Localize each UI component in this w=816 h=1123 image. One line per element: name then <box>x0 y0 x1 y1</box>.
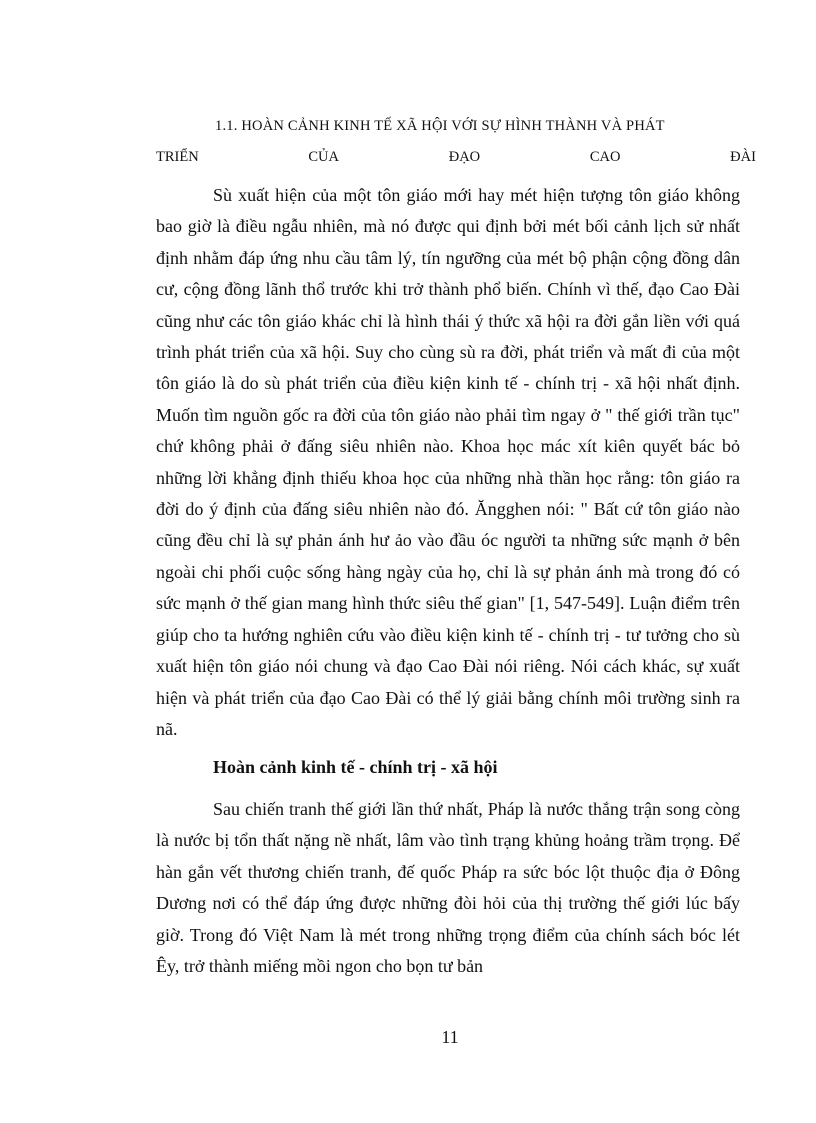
heading-word: ĐẠO <box>448 149 481 165</box>
heading-word: CAO <box>589 149 621 165</box>
heading-word: TRIỂN <box>156 149 199 165</box>
heading-word: ĐÀI <box>730 149 756 165</box>
section-heading-line1: 1.1. HOÀN CẢNH KINH TẾ XÃ HỘI VỚI SỰ HÌNH THÀNH VÀ PHÁT <box>215 118 665 134</box>
page-number-text: 11 <box>441 1027 459 1047</box>
heading-word: CỦA <box>308 149 340 165</box>
page-number <box>0 1027 816 1048</box>
body-paragraph-2: Sau chiến tranh thế giới lần thứ nhất, Pháp là nước thắng trận song còng là nước bị tổn thất nặng nề nhất, lâm vào tình trạng khủng hoảng trầm trọng. Để hàn gắn vết thương chiến tranh, đế quốc Pháp ra sức bóc lột thuộc địa ở Đông Dương nơi có thể đáp ứng được những đòi hỏi của thị trường thế giới lúc bấy giờ. Trong đó Việt Nam là mét trong những trọng điểm của chính sách bóc lét Êy, trở thành miếng mồi ngon cho bọn tư bản <box>156 799 740 977</box>
subheading: Hoàn cảnh kinh tế - chính trị - xã hội <box>213 757 498 777</box>
body-paragraph-1: Sù xuất hiện của một tôn giáo mới hay mét hiện tượng tôn giáo không bao giờ là điều ngẫu nhiên, mà nó được qui định bởi mét bối cảnh lịch sử nhất định nhằm đáp ứng nhu cầu tâm lý, tín ngưỡng của mét bộ phận cộng đồng dân cư, cộng đồng lãnh thổ trước khi trở thành phổ biến. Chính vì thế, đạo Cao Đài cũng như các tôn giáo khác chỉ là hình thái ý thức xã hội ra đời gắn liền với quá trình phát triển của xã hội. Suy cho cùng sù ra đời, phát triển và mất đi của một tôn giáo là do sù phát triển của điều kiện kinh tế - chính trị - xã hội nhất định. Muốn tìm nguồn gốc ra đời của tôn giáo nào phải tìm ngay ở " thế giới trần tục" chứ không phải ở đấng siêu nhiên nào. Khoa học mác xít kiên quyết bác bỏ những lời khẳng định thiếu khoa học của những nhà thần học rằng: tôn giáo ra đời do ý định của đấng siêu nhiên nào đó. Ăngghen nói: " Bất cứ tôn giáo nào cũng đều chỉ là sự phản ánh hư ảo vào đầu óc người ta những sức mạnh ở bên ngoài chi phối cuộc sống hàng ngày của họ, chỉ là sự phản ánh mà trong đó có sức mạnh ở thế gian mang hình thức siêu thế gian" [1, 547-549]. Luận điểm trên giúp cho ta hướng nghiên cứu vào điều kiện kinh tế - chính trị - tư tưởng cho sù xuất hiện tôn giáo nói chung và đạo Cao Đài nói riêng. Nói cách khác, sự xuất hiện và phát triển của đạo Cao Đài có thể lý giải bằng chính môi trường sinh ra nã. <box>156 185 740 739</box>
section-heading-line2 <box>156 149 756 166</box>
